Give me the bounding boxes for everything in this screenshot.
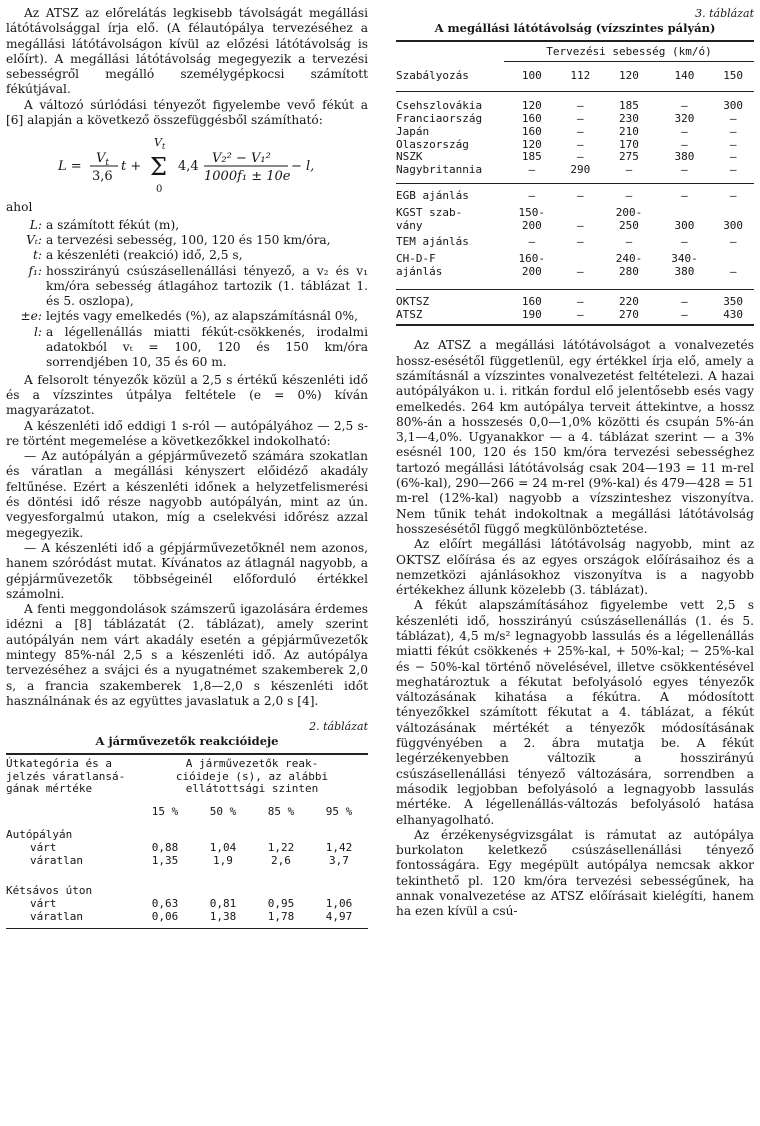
table3-speed: 140 [674,69,695,83]
table3-row-name: OKTSZ [396,294,430,308]
table3-cell-line: — [681,188,688,202]
table3-cell: — [729,163,737,177]
table3-cell: 350 [723,294,744,308]
table2-cell: 1,35 [151,853,179,867]
formula-tail: − l, [291,159,315,175]
table2-row-label: várt [30,840,57,854]
table3-cell: 160 [521,111,542,125]
table2-cell: 1,78 [267,909,295,923]
table3-cell: — [577,150,584,164]
table2-cell: 1,04 [209,840,237,854]
table3-cell: — [729,137,737,151]
table3-row-name: Nagybritannia [396,163,483,177]
definition-row [6,218,368,233]
formula-frac1-den: 3,6 [92,169,113,185]
table2-head-left-1: Útkategória és a [6,756,112,770]
table3-cell [560,253,602,283]
table3-cell: — [681,294,688,308]
table3-cell [657,236,713,253]
table3-row-name: ATSZ [396,307,423,321]
table3-cell-line: — [729,264,737,278]
table3-cell: 160 [521,294,542,308]
table3-cell-line: — [577,235,584,249]
table3-cell [657,207,713,237]
table3-number: 3. táblázat [695,7,754,20]
table-row [396,190,754,207]
table3-cell-line: — [729,188,737,202]
table2-cell: 2,6 [271,853,291,867]
table3-row-name-line: TEM ajánlás [396,235,469,249]
definition-text: a légellenállás miatti fékút-csökkenés, irodalmi adatokból vₜ = 100, 120 és 150 km/óra sorrendjében 10, 35 és 60 m. [46,324,368,370]
definition-text: a számított fékút (m), [46,217,180,232]
table3-cell-line: 160- [518,252,546,266]
table3-cell: — [681,99,688,113]
paragraph: A változó súrlódási tényezőt figyelembe vevő fékút a [6] alapján a következő összefüggésből számítható: [6,97,368,128]
paragraph: — A készenléti idő a gépjárművezetőknél nem azonos, hanem szóródást mutat. Kívánatos az átlagnál nagyobb, a gépjárművezetők többségeinél előforduló értékkel számolni. [6,540,368,601]
table3-cell-line: 200- [615,205,643,219]
table3-row-name [396,190,504,207]
table3-cell [560,190,602,207]
paragraph: Az előírt megállási látótávolság nagyobb, mint az OKTSZ előírása és az egyes országok előírásaihoz és a nemzetközi ajánlásokhoz viszonyítva is a nagyobb értékekhez állunk közelebb (3. táblázat). [396,537,754,598]
table3-cell: — [528,163,536,177]
table3-row-name-line: CH-D-F [396,252,436,266]
table2-head-left-3: gának mértéke [6,782,93,796]
table-row [6,911,368,924]
table3-row-name: Olaszország [396,137,469,151]
table3-cell [712,253,754,283]
table3-cell: 170 [619,137,639,151]
table3-cell: 270 [619,307,639,321]
definition-text: a tervezési sebesség, 100, 120 és 150 km/óra, [46,232,331,247]
table3-cell: 430 [723,307,744,321]
table3-cell: 120 [521,99,542,113]
table3-cell-line: — [528,188,536,202]
formula-sum-top: $V_t$ [154,136,166,152]
table2-level: 15 % [151,805,179,819]
table3-cell: 320 [674,111,695,125]
paragraph: Az érzékenységvizsgálat is rámutat az autópálya burkolaton keletkező csúszásellenállási tényező fontosságára. Egy megépült autópálya nemcsak akkor tekinthető pl. 120 km/óra tervezési sebességűnek, ha annak vonalvezetése az ATSZ előírásait kielégíti, hanem ha ezen kívül a csú- [396,827,754,919]
table3-row-name [396,207,504,237]
table2-cell: 0,81 [209,897,237,911]
table2-group-name: Autópályán [6,827,73,841]
table3-cell [601,190,657,207]
left-column [6,6,368,929]
table2-level: 95 % [325,805,353,819]
table2-head-right-2: cióideje (s), az alábbi [175,769,329,783]
table3-cell-line: 340- [671,252,698,266]
table3-cell [560,207,602,237]
table-row [396,139,754,152]
formula-frac2-num: V₂² − V₁² [212,151,271,167]
table3-cell [657,190,713,207]
table3-cell-line: 200 [521,218,542,232]
table3-cell [601,253,657,283]
paragraph: — Az autópályán a gépjárművezető számára szokatlan és váratlan a megállási kényszert előidéző akadály feltűnése. Ezért a készenléti időnek a helyzetfelismerési és döntési idő része nagyobb autópályán, mint az ún. vegyesforgalmú utakon, míg a cselekvési időrész azzal megegyezik. [6,449,368,540]
table3-speed: 120 [619,69,639,83]
table3-cell: 185 [619,99,639,113]
table3-cell [504,207,560,237]
table2-row-label: váratlan [30,853,83,867]
table3-speed: 112 [570,69,591,83]
table3-cell-line: 300 [674,218,695,232]
table3-cell: 300 [723,99,744,113]
table3-cell-line: — [577,218,584,232]
table3-cell-line: — [577,188,584,202]
table2-cell: 0,95 [267,897,295,911]
table3-cell-line: — [625,188,633,202]
table3-cell: — [681,124,688,138]
table3-cell [601,236,657,253]
definition-text: lejtés vagy emelkedés (%), az alapszámításnál 0%, [46,309,359,324]
table2-cell: 0,06 [151,909,179,923]
table2-cell: 0,63 [151,897,179,911]
table3-cell: — [577,307,584,321]
table3-row-name: Csehszlovákia [396,99,483,113]
table-row [396,309,754,322]
table3-cell: — [577,99,584,113]
definition-row [6,309,368,324]
table3-cell: — [625,163,633,177]
table3-cell-line: 280 [619,264,639,278]
table3-cell: — [729,124,737,138]
table2-head-left-2: jelzés váratlansá- [6,769,126,783]
table3-cell: 275 [619,150,639,164]
table3-cell [560,236,602,253]
table3-cell: — [577,111,584,125]
definition-symbol: Vₜ: [26,232,42,247]
definition-symbol: ±e: [20,309,42,324]
table3-cell: — [681,163,688,177]
table3-cell [504,236,560,253]
paragraph: A fenti meggondolások számszerű igazolására érdemes idézni a [8] táblázatát (2. táblázat), amely szerint autópályán nem várt akadály esetén a gépjárművezetők mintegy 85%-nál 2,5 s a készenléti idő. Az autópálya tervezéséhez a svájci és a nyugatnémet szakemberek 2,0 s, a francia szakemberek 1,8—2,0 s készenléti időt használnának és az együttes javaslatuk a 2,0 s [4]. [6,602,368,708]
table3-row-name-line: KGST szab- [396,205,463,219]
definition-row [6,233,368,248]
definition-symbol: L: [29,217,42,232]
definition-row [6,325,368,371]
table3-cell-line: 300 [723,218,744,232]
table3-cell-line: — [625,235,633,249]
table3-cell: 210 [619,124,639,138]
table-row [396,113,754,126]
table3-cell [504,190,560,207]
table3-cell: 190 [521,307,542,321]
definition-symbol: l: [33,324,42,339]
table2-number: 2. táblázat [309,720,368,734]
formula-frac1-num: $V_t$ [96,151,110,169]
table-row [396,164,754,177]
table3-row-name: Japán [396,124,430,138]
formula-sum-symbol: Σ [150,153,167,182]
braking-distance-formula [6,134,368,196]
table2-row-label: várt [30,897,57,911]
table3-row-header: Szabályozás [396,69,469,83]
table3-cell: — [577,124,584,138]
table3-cell [712,236,754,253]
table3-row-name: Franciaország [396,111,483,125]
table3-cell-line: — [729,235,737,249]
table3-cell-line: 150- [518,205,546,219]
table3-cell-line: — [528,235,536,249]
table3-cell: 230 [619,111,639,125]
right-column [396,6,754,920]
table3-group-header: Tervezési sebesség (km/ó) [504,42,754,62]
table2-level: 50 % [209,805,237,819]
paragraph: A fékút alapszámításához figyelembe vett 2,5 s készenléti idő, hosszirányú csúszásellenállás (1. és 5. táblázat), 4,5 m/s² legnagyobb lassulás és a légellenállás miatti fékút csökkenés + 25%-kal, + 50%-kal; − 25%-kal és − 50%-kal történő növelésével, illetve csökkentésével meghatároztuk a fékutat befolyásoló egyes tényezők változásának kihatása a fékútra. A módosított tényezőkkel számított fékutat a 4. táblázat, a fékút változásának mértékét a tényezők módosításának függvényében a 2. ábra mutatja be. A fékút legérzékenyebben változik a hosszirányú csúszásellenállási tényező változására, sorrendben a második legjobban befolyásoló a legnagyobb lassulás mértéke. A légellenállás-változás befolyásoló hatása elhanyagolható. [396,598,754,827]
formula-sum-bottom: 0 [156,184,163,196]
table-row [6,855,368,868]
table3-cell [712,190,754,207]
symbol-definitions [6,218,368,371]
definition-text: a készenléti (reakció) idő, 2,5 s, [46,248,243,263]
table2-cell: 3,7 [329,853,349,867]
definition-symbol: f₁: [28,263,42,278]
table3-cell: — [729,111,737,125]
table3-cell-line: 380 [674,264,695,278]
ahol-label: ahol [6,200,33,215]
table2-cell: 1,9 [213,853,233,867]
table-row [396,236,754,253]
table3-cell-line: — [577,264,584,278]
stopping-sight-distance-table [396,42,754,322]
table2-title: A járművezetők reakcióideje [95,734,279,749]
table3-cell: — [681,307,688,321]
table3-cell-line: — [681,235,688,249]
table3-cell: 185 [521,150,542,164]
table-row [6,842,368,855]
table3-row-name: NSZK [396,150,423,164]
table3-cell: 380 [674,150,695,164]
definition-symbol: t: [32,248,42,263]
formula-t-plus: t + [121,159,142,175]
table2-group-name: Kétsávos úton [6,884,93,898]
table3-cell: 160 [521,124,542,138]
definition-row [6,248,368,263]
table2-cell: 1,06 [325,897,353,911]
paragraph: Az ATSZ a megállási látótávolságot a vonalvezetés hossz-esésétől függetlenül, egy értékkel írja elő, amely a számításnál a vízszintes vonalvezetést feltételezi. A hazai autópályákon u. i. ritkán fordul elő jelentősebb esés vagy emelkedés. 264 km autópálya terveit áttekintve, a hossz 80%-án a hosszesés 0,0—1,0% közötti és csupán 5%-án 3,1—4,0%. Ugyanakkor — a 4. táblázat szerint — a 3% esésnél 100, 120 és 150 km/óra tervezési sebességhez tartozó megállási látótávolság csak 204—193 = 11 m-rel (6%-kal), 290—266 = 24 m-rel (9%-kal) és 479—428 = 51 m-rel (12%-kal) nagyobb a vízszinteshez viszonyítva. Nem tűnik tehát indokoltnak a megállási látótávolság hosszesésétől függő megkülönböztetése. [396,338,754,536]
table-row [396,207,754,237]
table2-row-label: váratlan [30,909,83,923]
formula-coef: 4,4 [178,159,199,175]
table3-cell: 120 [521,137,542,151]
definition-row [6,264,368,310]
table3-cell: — [577,294,584,308]
table3-title: A megállási látótávolság (vízszintes pályán) [434,21,716,36]
table3-cell [657,253,713,283]
table3-cell: — [681,137,688,151]
paragraph: A készenléti idő eddigi 1 s-ról — autópályához — 2,5 s-re történt megemelése a következőkkel indokolható: [6,418,368,448]
definition-text: hosszirányú csúszásellenállási tényező, a v₂ és v₁ km/óra sebesség átlagához tartozik (1. táblázat 1. és 5. oszlopa), [46,263,368,309]
table3-cell: 220 [619,294,639,308]
table3-cell: 290 [570,163,591,177]
table3-cell: — [577,137,584,151]
table2-cell: 0,88 [151,840,179,854]
table2-cell: 4,97 [325,909,353,923]
table3-cell [504,253,560,283]
table2-head-right-3: ellátottsági szinten [185,782,319,796]
table2-cell: 1,42 [325,840,353,854]
paragraph: Az ATSZ az előrelátás legkisebb távolságát megállási látótávolsággal írja elő. (A félautópálya tervezéséhez a megállási látótávolságon kívül az előzési látótávolság is előírt). A megállási látótávolság megegyezik a tervezési sebességről megálló személygépkocsi számított fékútjával. [6,6,368,97]
table3-cell [601,207,657,237]
table3-row-name-line: ajánlás [396,264,443,278]
table3-row-name-line: vány [396,218,423,232]
formula-frac2-den: 1000f₁ ± 10e [204,169,291,185]
table2-level: 85 % [267,805,295,819]
table-row [396,296,754,309]
reaction-time-table [6,755,368,928]
table2-cell: 1,38 [209,909,237,923]
table3-row-name [396,236,504,253]
table3-cell-line: 250 [619,218,639,232]
table-row [396,253,754,283]
table-row [396,126,754,139]
table3-speed: 150 [723,69,744,83]
table3-row-name [396,253,504,283]
table3-cell [712,207,754,237]
table3-cell-line: 240- [615,252,643,266]
table2-head-right-1: A járművezetők reak- [185,756,319,770]
paragraph: A felsorolt tényezők közül a 2,5 s értékű készenléti idő és a vízszintes útpálya feltétele (e = 0%) kíván magyarázatot. [6,372,368,418]
table3-cell: — [729,150,737,164]
table3-speed: 100 [521,69,542,83]
formula-lhs: L = [58,159,82,175]
table3-row-name-line: EGB ajánlás [396,188,469,202]
table2-cell: 1,22 [267,840,295,854]
table3-cell-line: 200 [521,264,542,278]
